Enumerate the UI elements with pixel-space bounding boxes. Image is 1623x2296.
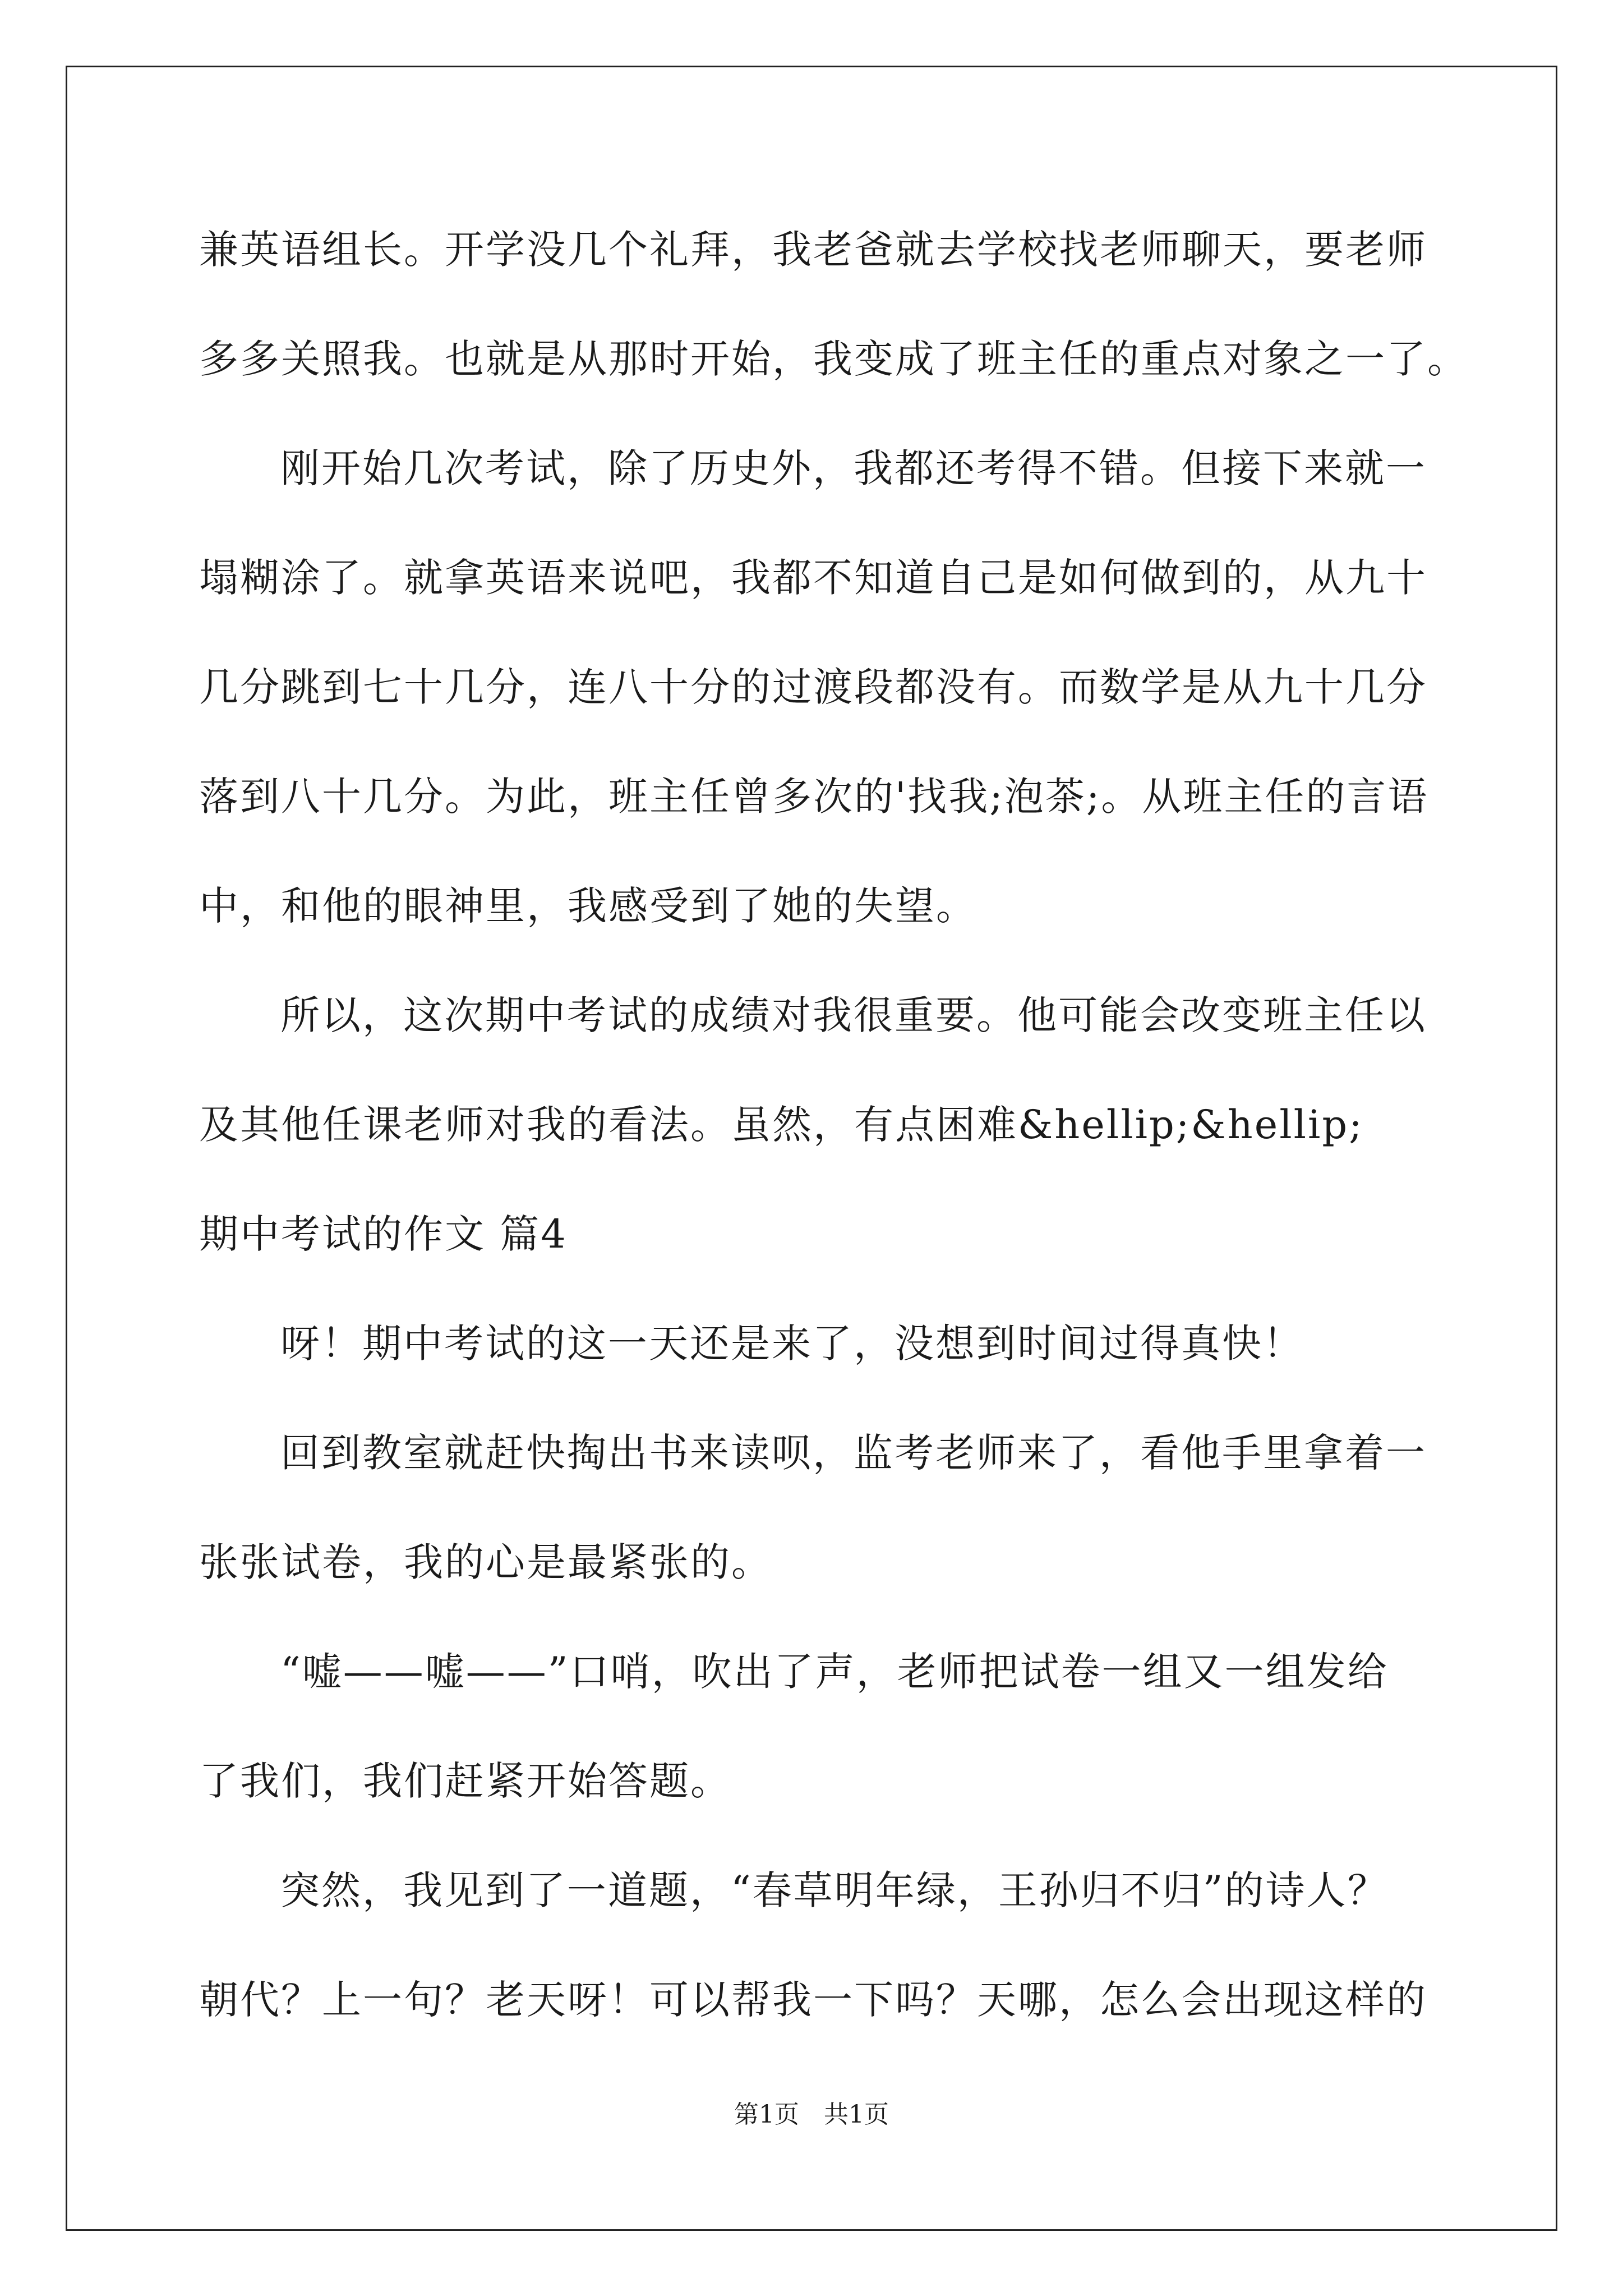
text-line: 兼英语组长。开学没几个礼拜，我老爸就去学校找老师聊天，要老师 [199,227,1427,273]
text-line: 多多关照我。也就是从那时开始，我变成了班主任的重点对象之一了。 [199,336,1468,382]
text-line: 中，和他的眼神里，我感受到了她的失望。 [199,883,977,929]
paragraph-start: 呀！期中考试的这一天还是来了，没想到时间过得真快！ [280,1320,1304,1366]
paragraph-start: “嘘——嘘——”口哨，吹出了声，老师把试卷一组又一组发给 [280,1649,1389,1695]
paragraph-start: 回到教室就赶快掏出书来读呗，监考老师来了，看他手里拿着一 [280,1430,1427,1476]
text-line: 落到八十几分。为此，班主任曾多次的'找我;泡茶;。从班主任的言语 [199,774,1429,820]
text-line: 张张试卷，我的心是最紧张的。 [199,1539,772,1585]
text-line: 朝代？上一句？老天呀！可以帮我一下吗？天哪，怎么会出现这样的 [199,1977,1427,2023]
page-footer: 第1页 共1页 [734,2100,889,2129]
text-line: 及其他任课老师对我的看法。虽然，有点困难&hellip;&hellip; [199,1102,1364,1148]
paragraph-start: 刚开始几次考试，除了历史外，我都还考得不错。但接下来就一 [280,445,1427,491]
text-line: 几分跳到七十几分，连八十分的过渡段都没有。而数学是从九十几分 [199,664,1427,710]
paragraph-start: 突然，我见到了一道题，“春草明年绿，王孙归不归”的诗人？ [280,1867,1389,1913]
section-heading: 期中考试的作文 篇4 [199,1211,568,1257]
paragraph-start: 所以，这次期中考试的成绩对我很重要。他可能会改变班主任以 [280,992,1427,1038]
text-line: 了我们，我们赶紧开始答题。 [199,1758,731,1804]
text-line: 塌糊涂了。就拿英语来说吧，我都不知道自己是如何做到的，从九十 [199,555,1427,601]
